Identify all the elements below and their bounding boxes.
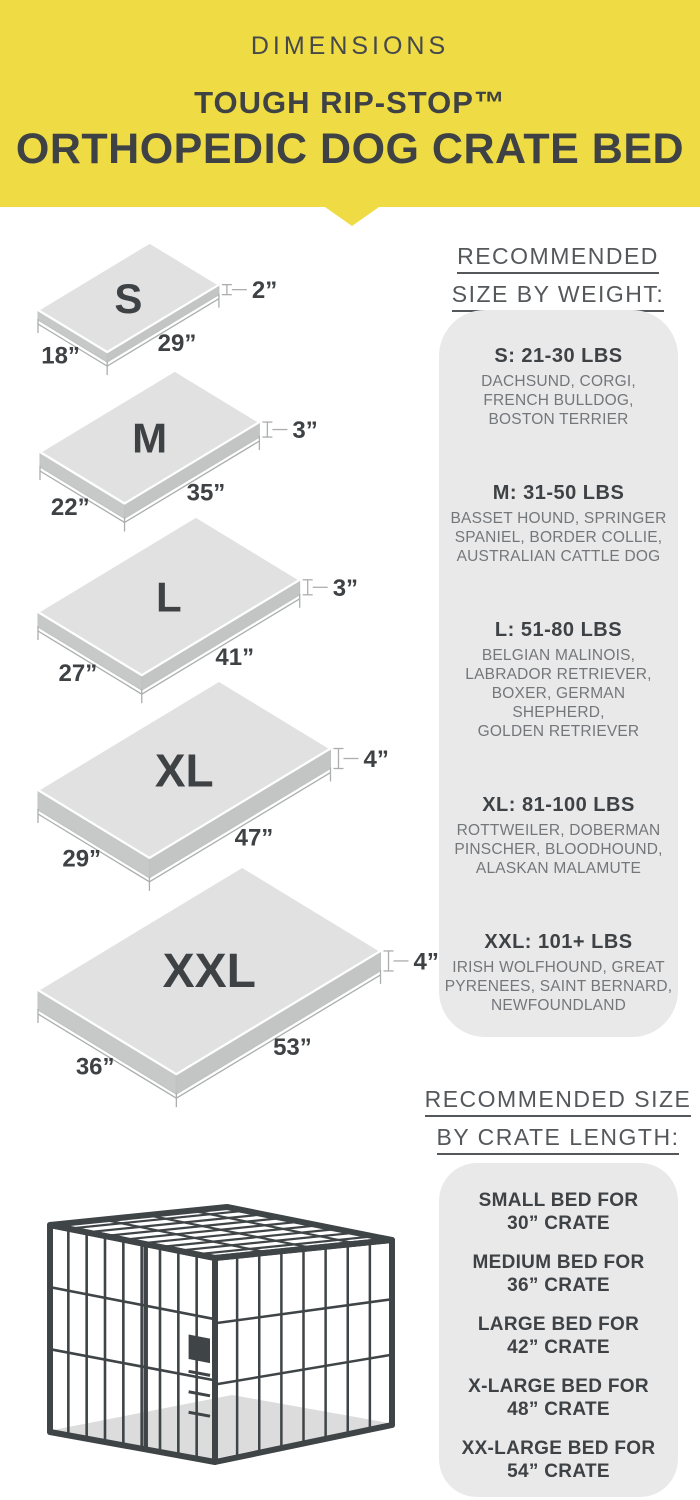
breed-line: FRENCH BULLDOG, [483,392,634,409]
weight-entry-1 [439,481,678,566]
crate-entry-1 [439,1251,678,1297]
bed-length-label-s: 29” [157,329,197,357]
bed-width-label-l: 27” [58,660,98,688]
crate-title-line1: RECOMMENDED SIZE [425,1086,692,1117]
breed-line: AUSTRALIAN CATTLE DOG [456,548,661,565]
bed-width-label-m: 22” [50,494,90,522]
weight-size-label: L: 51-80 LBS [494,619,623,641]
header-banner [0,0,700,207]
bed-letter-m: M [132,414,168,462]
crate-entry-line: X-LARGE BED FOR [468,1376,649,1397]
breed-line: SPANIEL, BORDER COLLIE, [454,529,663,546]
crate-latch [189,1335,210,1364]
bed-width-label-s: 18” [41,342,80,370]
weight-size-label: XL: 81-100 LBS [482,794,635,816]
breed-line: BASSET HOUND, SPRINGER [450,510,667,527]
breed-line: DACHSUND, CORGI, [481,373,636,390]
weight-size-label: S: 21-30 LBS [494,345,623,367]
weight-entry-4 [439,930,678,1015]
breed-line: BOSTON TERRIER [488,411,629,428]
breed-line: ROTTWEILER, DOBERMAN [456,822,661,839]
bed-diagram-m [40,371,318,532]
page-title: ORTHOPEDIC DOG CRATE BED [15,125,685,173]
breed-line: PYRENEES, SAINT BERNARD, [444,978,673,995]
crate-title-line2: BY CRATE LENGTH: [437,1124,680,1155]
header-eyebrow: DIMENSIONS [250,32,450,60]
breed-line: PINSCHER, BLOODHOUND, [454,841,663,858]
bed-length-label-m: 35” [186,479,226,507]
bed-diagram-s [38,243,277,376]
crate-entry-line: 30” CRATE [507,1213,610,1234]
bed-height-label-s: 2” [251,277,278,305]
weight-title-line2: SIZE BY WEIGHT: [452,281,665,312]
bed-length-label-l: 41” [215,643,255,671]
crate-floor [53,1395,389,1459]
bed-letter-l: L [156,573,182,621]
bed-height-label-xxl: 4” [413,948,439,976]
crate-entry-line: 42” CRATE [507,1337,610,1358]
header-brand-line: TOUGH RIP-STOP™ [194,85,506,120]
weight-size-label: XXL: 101+ LBS [484,931,633,953]
crate-entry-line: 48” CRATE [507,1399,610,1420]
crate-entry-line: 54” CRATE [507,1461,610,1482]
weight-recommendation-panel [439,310,678,1037]
weight-section-title [408,243,700,319]
breed-line: IRISH WOLFHOUND, GREAT [452,959,665,976]
bed-size-diagrams [0,228,450,1108]
header-pointer-arrow [325,207,379,226]
crate-entry-line: MEDIUM BED FOR [472,1252,645,1273]
bed-letter-xxl: XXL [162,944,256,998]
weight-entry-2 [439,618,678,741]
crate-entry-0 [439,1189,678,1235]
crate-entry-line: 36” CRATE [507,1275,610,1296]
bed-height-label-xl: 4” [363,746,389,774]
breed-line: NEWFOUNDLAND [490,997,626,1014]
bed-diagram-l [38,517,358,704]
bed-height-label-l: 3” [332,574,359,602]
crate-entry-line: LARGE BED FOR [477,1314,640,1335]
bed-diagram-xxl [38,867,439,1108]
dog-crate-illustration [20,1190,420,1490]
breed-line: ALASKAN MALAMUTE [475,860,642,877]
crate-entry-line: SMALL BED FOR [478,1190,639,1211]
bed-height-label-m: 3” [292,417,318,445]
breed-line: BOXER, GERMAN [491,685,626,702]
breed-line: LABRADOR RETRIEVER, [465,666,652,683]
crate-entry-2 [439,1313,678,1359]
bed-length-label-xxl: 53” [273,1034,312,1062]
weight-entry-3 [439,793,678,878]
bed-length-label-xl: 47” [234,824,274,852]
weight-size-label: M: 31-50 LBS [492,482,625,504]
breed-line: BELGIAN MALINOIS, [481,647,636,664]
breed-line: GOLDEN RETRIEVER [477,723,640,740]
bed-width-label-xxl: 36” [75,1053,115,1081]
bed-letter-xl: XL [154,744,214,797]
crate-entry-line: XX-LARGE BED FOR [461,1438,656,1459]
bed-width-label-xl: 29” [62,845,102,873]
weight-title-line1: RECOMMENDED [457,243,659,274]
crate-entry-3 [439,1375,678,1421]
crate-recommendation-panel [439,1163,678,1497]
breed-line: SHEPHERD, [512,704,605,721]
bed-diagram-xl [38,681,389,891]
bed-letter-s: S [114,274,143,322]
weight-entry-0 [439,344,678,429]
crate-section-title [408,1086,700,1162]
crate-entry-4 [439,1437,678,1483]
